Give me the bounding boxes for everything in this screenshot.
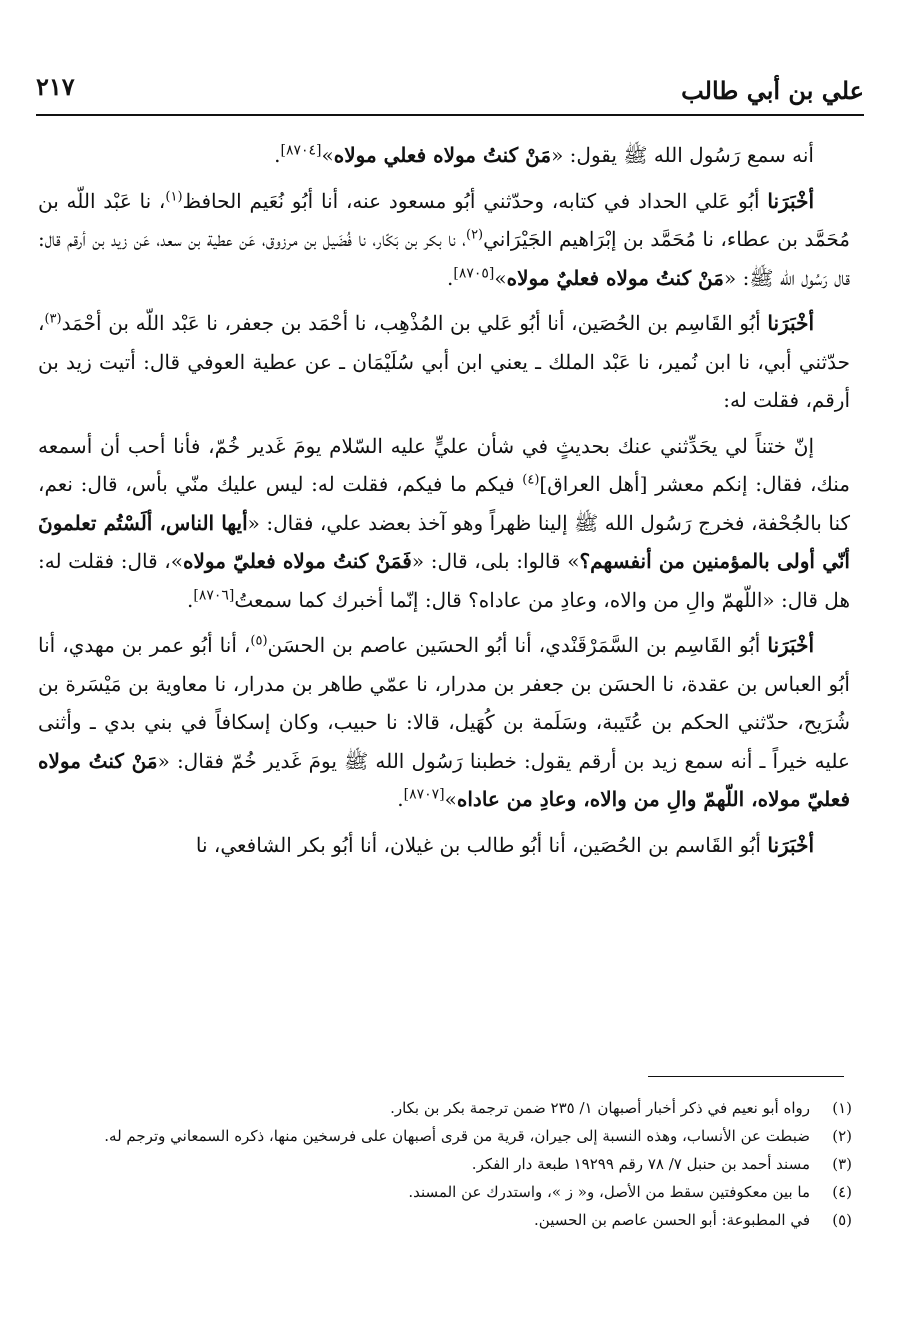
paragraph-text: أبُو عَلي الحداد في كتابه، وحدّثني أبُو مسعود عنه، أنا أبُو نُعَيم الحافظ — [182, 188, 760, 213]
footnote-separator — [648, 1076, 844, 1077]
paragraph-text: ، أنا أبُو عمر بن مهدي، أنا أبُو العباس بن عقدة، نا الحسَن بن جعفر بن مدرار، نا عمّي طاهر بن مدرار، نا معاوية بن مَيْسَرة بن شُرَيح، حدّثني الحكم بن عُتَيبة، وسَلَمة بن كُهَيل، قالا: نا حبيب، وكان إسكافاً في بني بدي ـ وأثنى عليه خيراً ـ أنه سمع زيد بن أرقم يقول: خطبنا رَسُول الله ﷺ يومَ غَدير خُمّ فقال: « — [38, 633, 850, 773]
footnote — [38, 1208, 852, 1232]
footnote-text: رواه أبو نعيم في ذكر أخبار أصبهان ١/ ٢٣٥ ضمن ترجمة بكر بن بكار. — [390, 1099, 810, 1117]
hadith-reference-number: [٨٧٠٥] — [453, 264, 495, 281]
page-number: ٢١٧ — [36, 72, 75, 101]
hadith-quote: مَنْ كنتُ مولاه فعليّ مولاه، اللّهمّ والِ من والاه، وعادِ من عاداه — [38, 748, 850, 811]
paragraph-1 — [38, 136, 850, 175]
footnotes — [38, 1096, 852, 1236]
footnote-marker: (٢) — [465, 227, 484, 243]
footnote-number: (٣) — [832, 1155, 852, 1173]
paragraph-text: أبُو القَاسم بن الحُصَين، أنا أبُو طالب بن غيلان، أنا أبُو بكر الشافعي، نا — [195, 832, 761, 857]
footnote-text: في المطبوعة: أبو الحسن عاصم بن الحسين. — [534, 1211, 810, 1229]
paragraph-text: إنّ ختناً لي يحَدِّثني عنك بحديثٍ في شأن عليٍّ عليه السّلام يومَ غَدير خُمّ، فأنا أحب أن أسمعه منك، فقال: إنكم معشر [أهل العراق] — [38, 433, 850, 496]
quote-close: » — [321, 143, 334, 167]
footnote-marker: (٣) — [44, 311, 62, 327]
hadith-quote: مَنْ كنتُ مولاه فعلي مولاه — [333, 143, 552, 167]
running-title: علي بن أبي طالب — [681, 76, 864, 105]
paragraph-end: . — [397, 787, 404, 811]
paragraph-6 — [38, 826, 850, 865]
hadith-quote: مَنْ كنتُ مولاه فعليٌ مولاه — [506, 265, 724, 290]
footnote-number: (٤) — [832, 1183, 852, 1201]
footnote-text: ما بين معكوفتين سقط من الأصل، و« ز »، واستدرك عن المسند. — [408, 1183, 810, 1201]
paragraph-end: . — [274, 143, 281, 167]
paragraph-text: أبُو القَاسِم بن السَّمَرْقَنْدي، أنا أبُو الحسَين عاصم بن الحسَن — [267, 633, 761, 657]
paragraph-text: ، حدّثني أبي، نا ابن نُمير، نا عَبْد الملك ـ يعني ابن أبي سُلَيْمَان ـ عن عطية العوفي قال: أتيت زيد بن أرقم، فقلت له: — [38, 311, 850, 412]
footnote-number: (٥) — [832, 1211, 852, 1229]
header-rule — [36, 114, 864, 116]
paragraph-text: فيكم ما فيكم، فقلت له: ليس عليك منّي بأس، قال: نعم، كنا بالجُحْفة، فخرج رَسُول الله ﷺ إلينا ظهراً وهو آخذ بعضد علي، فقال: « — [38, 472, 850, 535]
paragraph-text: أبُو القَاسِم بن الحُصَين، أنا أبُو عَلي بن المُذْهِب، نا أحْمَد بن جعفر، نا عَبْد اللّه بن أحْمَد — [61, 311, 761, 335]
paragraph-3 — [38, 304, 850, 420]
isnad-lead-word: أخْبَرَنا — [767, 633, 814, 657]
paragraph-end: . — [187, 587, 194, 612]
footnote-number: (١) — [832, 1099, 852, 1117]
paragraph-text: أنه سمع رَسُول الله ﷺ يقول: « — [551, 143, 814, 167]
paragraph-end: . — [447, 265, 454, 290]
paragraph-5 — [38, 626, 850, 819]
hadith-quote: فَمَنْ كنتُ مولاه فعليّ مولاه — [183, 549, 412, 573]
paragraph-4 — [38, 427, 850, 620]
hadith-quote: أيها الناس، ألَسْتُم تعلمونَ أنّي أولى بالمؤمنين من أنفسهم؟ — [38, 510, 850, 573]
footnote-number: (٢) — [832, 1127, 852, 1145]
hadith-reference-number: [٨٧٠٤] — [280, 142, 322, 159]
hadith-reference-number: [٨٧٠٧] — [403, 786, 445, 803]
quote-close: » — [444, 787, 457, 811]
paragraph-2 — [38, 182, 850, 298]
footnote-text: مسند أحمد بن حنبل ٧/ ٧٨ رقم ١٩٢٩٩ طبعة دار الفكر. — [471, 1155, 810, 1173]
page-header — [36, 72, 864, 116]
hadith-reference-number: [٨٧٠٦] — [193, 586, 235, 603]
footnote-marker: (٥) — [250, 633, 268, 649]
footnote — [38, 1152, 852, 1176]
footnote — [38, 1180, 852, 1204]
footnote-text: ضبطت عن الأنساب، وهذه النسبة إلى جيران، قرية من قرى أصبهان على فرسخين منها، ذكره السمعاني وترجم له. — [104, 1127, 810, 1145]
quote-close: » — [494, 265, 507, 290]
isnad-lead-word: أخْبَرَنا — [767, 188, 815, 213]
isnad-lead-word: أخْبَرَنا — [767, 832, 814, 857]
footnote — [38, 1096, 852, 1120]
footnote-marker: (١) — [165, 188, 183, 204]
main-text — [38, 136, 850, 871]
paragraph-text: ، نا عَبْد اللّه بن مُحَمَّد بن عطاء، نا مُحَمَّد بن إبْرَاهيم الجَيْرَاني — [38, 188, 851, 251]
paragraph-text: »، قال: فقلت له: هل قال: «اللّهمّ والِ من والاه، وعادِ من عاداه؟ قال: إنّما أخبرك كما سمعتُ — [38, 549, 850, 612]
paragraph-text: ، نا بكر بن بَكّار، نا فُضَيل بن مرزوق، عَن عطية بن سعد، عَن زيد بن أرقم قال: قال رَسُول الله ﷺ: « — [38, 227, 850, 290]
footnote-marker: (٤) — [522, 472, 540, 488]
paragraph-text: » قالوا: بلى، قال: « — [411, 549, 580, 573]
isnad-lead-word: أخْبَرَنا — [767, 311, 814, 335]
footnote — [38, 1124, 852, 1148]
